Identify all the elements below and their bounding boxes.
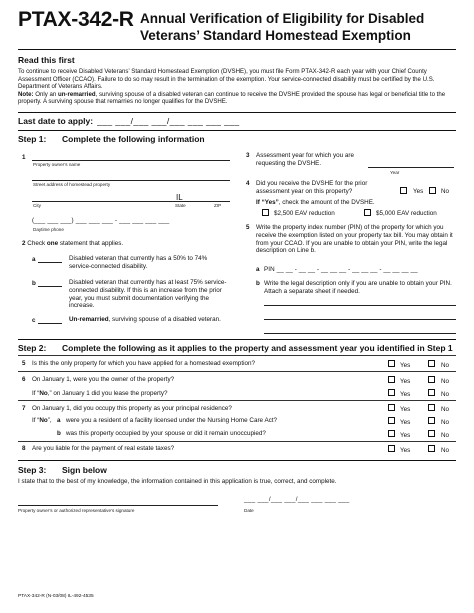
owner-name-field[interactable] xyxy=(32,160,230,161)
zip-caption: ZIP xyxy=(214,203,222,208)
option-b-checkline[interactable] xyxy=(38,286,62,287)
step2-title: Complete the following as it applies to the property and assessment year you identified in Step 1 xyxy=(62,343,453,353)
owner-name-caption: Property owner’s name xyxy=(33,162,81,167)
q6-divider xyxy=(18,400,456,401)
q5-yes-checkbox[interactable] xyxy=(388,360,395,367)
step2-heading xyxy=(18,343,453,353)
read-first-text xyxy=(18,68,458,106)
q7-yes-label: Yes xyxy=(400,406,411,413)
item4-if-yes-text: , check the amount of the DVSHE. xyxy=(278,199,375,206)
eav-5000-checkbox[interactable] xyxy=(364,209,371,216)
daytime-phone-caption: Daytime phone xyxy=(33,227,64,232)
q7-number: 7 xyxy=(22,405,26,412)
q7a-yes-label: Yes xyxy=(400,419,411,426)
daytime-phone-field[interactable]: (___ ___ ___) ___ ___ ___ - ___ ___ ___ ___ xyxy=(32,217,170,224)
q7-text: On January 1, did you occupy this property as your principal residence? xyxy=(32,405,232,412)
item4-yes-label: Yes xyxy=(413,188,424,195)
signature-field[interactable] xyxy=(18,505,218,506)
q7-no-label: No xyxy=(441,406,450,413)
signature-date-field[interactable]: ___ ___/___ ___/___ ___ ___ ___ xyxy=(244,496,350,503)
q6-text: On January 1, were you the owner of the property? xyxy=(32,376,175,383)
q7b-yes-label: Yes xyxy=(400,432,411,439)
option-c-checkline[interactable] xyxy=(38,323,62,324)
option-a-checkline[interactable] xyxy=(38,262,62,263)
item2-text-post: statement that applies. xyxy=(58,240,124,247)
last-date-blanks: ___ ___/___ ___/___ ___ ___ ___ xyxy=(97,116,240,126)
step1-divider xyxy=(18,130,456,131)
q7b-no-checkbox[interactable] xyxy=(428,430,435,437)
step3-divider xyxy=(18,460,456,461)
q7-divider xyxy=(18,441,456,442)
item1-number: 1 xyxy=(22,154,26,161)
q6-lease-no-label: No xyxy=(441,391,450,398)
item4-no-checkbox[interactable] xyxy=(429,187,436,194)
item2-bold: one xyxy=(46,240,59,247)
step3-title: Sign below xyxy=(62,465,107,475)
q7-if-no xyxy=(32,417,52,425)
option-c-text-post: , surviving spouse of a disabled veteran. xyxy=(108,316,221,323)
assessment-year-caption: Year xyxy=(390,170,400,175)
q6-if-no xyxy=(32,390,167,398)
eav-5000-label: $5,000 EAV reduction xyxy=(376,210,437,217)
option-b-text: Disabled veteran that currently has at least 75% service-connected disability. If this is an increase from the prior year, you must submit documentation verifying the increase. xyxy=(69,279,227,310)
q6-if-post: ,” on January 1 did you lease the property? xyxy=(47,390,168,397)
form-code: PTAX-342-R (N-03/08) IL-492-4535 xyxy=(18,594,94,599)
form-title-line2: Veterans’ Standard Homestead Exemption xyxy=(140,28,411,43)
q8-number: 8 xyxy=(22,445,26,452)
read-first-note xyxy=(18,91,458,106)
last-date-row xyxy=(18,116,239,126)
q6-no-label: No xyxy=(441,378,450,385)
note-label: Note: xyxy=(18,90,34,98)
state-value: IL xyxy=(176,193,183,202)
option-a-text: Disabled veteran that currently has a 50% to 74% service-connected disability. xyxy=(69,255,208,270)
q7-if-bold: No xyxy=(39,417,48,424)
read-first-paragraph: To continue to receive Disabled Veterans’ Standard Homestead Exemption (DVSHE), you must file Form PTAX-342-R each year with your Chief County Assessment Officer (CCAO). Failure to do so may result in the termination of the exemption. Your service-connected disability must be certified by the U.S. Department of Veterans Affairs. xyxy=(18,68,435,91)
q7b-no-label: No xyxy=(441,432,450,439)
item4-yes-checkbox[interactable] xyxy=(400,187,407,194)
eav-2500-checkbox[interactable] xyxy=(262,209,269,216)
q6-lease-yes-label: Yes xyxy=(400,391,411,398)
q5-number: 5 xyxy=(22,360,26,367)
q5-divider xyxy=(18,371,456,372)
option-c-text xyxy=(69,316,231,324)
q6-lease-yes-checkbox[interactable] xyxy=(388,389,395,396)
state-caption: State xyxy=(175,203,186,208)
q6-yes-label: Yes xyxy=(400,378,411,385)
step1-label: Step 1: xyxy=(18,134,47,144)
q7-no-checkbox[interactable] xyxy=(428,404,435,411)
q8-no-label: No xyxy=(441,447,450,454)
assessment-year-field[interactable] xyxy=(368,167,454,168)
step1-title: Complete the following information xyxy=(62,134,205,144)
street-address-caption: Street address of homestead property xyxy=(33,182,111,187)
q7b-yes-checkbox[interactable] xyxy=(388,430,395,437)
q7-if-pre: If “ xyxy=(32,417,40,424)
step3-label: Step 3: xyxy=(18,465,47,475)
q8-yes-label: Yes xyxy=(400,447,411,454)
certification-statement: I state that to the best of my knowledge, the information contained in this application is true, correct, and complete. xyxy=(18,478,337,485)
q6-if-bold: No xyxy=(39,390,48,397)
option-c-letter: c xyxy=(32,317,36,324)
q7a-no-checkbox[interactable] xyxy=(428,417,435,424)
step1-heading xyxy=(18,134,205,144)
q8-text: Are you liable for the payment of real estate taxes? xyxy=(32,445,175,452)
legal-description-line-2[interactable] xyxy=(264,319,456,320)
note-text-pre: Only an xyxy=(33,90,58,98)
item5b-letter: b xyxy=(256,280,260,287)
item2-number: 2 xyxy=(22,240,26,247)
step3-heading xyxy=(18,465,107,475)
q6-yes-checkbox[interactable] xyxy=(388,376,395,383)
item2-prompt xyxy=(22,240,123,248)
step2-divider xyxy=(18,339,456,340)
item2-text-pre: Check xyxy=(27,240,47,247)
date-caption: Date xyxy=(244,508,254,513)
item4-text: Did you receive the DVSHE for the prior assessment year on this property? xyxy=(256,180,368,195)
item4-if-yes-bold: If “Yes” xyxy=(256,199,279,206)
signature-caption: Property owner’s or authorized representative’s signature xyxy=(18,508,135,513)
option-b-letter: b xyxy=(32,280,36,287)
note-bold: un-remarried xyxy=(57,90,96,98)
item5-number: 5 xyxy=(246,224,250,231)
city-state-zip-field[interactable] xyxy=(32,201,230,202)
q8-no-checkbox[interactable] xyxy=(428,445,435,452)
form-title xyxy=(140,10,424,44)
q7b-letter: b xyxy=(57,430,61,437)
q6-lease-no-checkbox[interactable] xyxy=(428,389,435,396)
item4-if-yes xyxy=(256,199,375,207)
q5-text: Is this the only property for which you have applied for a homestead exemption? xyxy=(32,360,255,367)
q6-number: 6 xyxy=(22,376,26,383)
q5-no-label: No xyxy=(441,362,450,369)
city-caption: City xyxy=(33,203,41,208)
q6-if-pre: If “ xyxy=(32,390,40,397)
last-date-divider-top xyxy=(18,112,456,113)
header-divider xyxy=(18,49,456,50)
last-date-label: Last date to apply: xyxy=(18,116,94,126)
legal-description-line-3[interactable] xyxy=(264,333,456,334)
q6-no-checkbox[interactable] xyxy=(428,376,435,383)
street-address-field[interactable] xyxy=(32,180,230,181)
q7b-text: was this property occupied by your spouse or did it remain unoccupied? xyxy=(66,430,266,437)
note-text-post: , surviving spouse of a disabled veteran can continue to receive the DVSHE provided the spouse has legal or beneficial title to the property. A surviving spouse that remarries no longer qualifies for the DVSHE. xyxy=(18,90,446,106)
item5-text: Write the property index number (PIN) of the property for which you receive the exemption listed on your property tax bill. You may obtain it from your CCAO. If you are unable to obtain your PIN, write the legal description on Line b. xyxy=(256,224,453,255)
option-c-bold: Un-remarried xyxy=(69,316,109,323)
q7a-letter: a xyxy=(57,417,61,424)
q5-yes-label: Yes xyxy=(400,362,411,369)
read-first-heading: Read this first xyxy=(18,55,75,65)
q7a-no-label: No xyxy=(441,419,450,426)
form-title-line1: Annual Verification of Eligibility for Disabled xyxy=(140,11,425,26)
item3-number: 3 xyxy=(246,152,250,159)
eav-2500-label: $2,500 EAV reduction xyxy=(274,210,335,217)
item5b-text: Write the legal description only if you are unable to obtain your PIN. Attach a separate sheet if needed. xyxy=(264,280,452,295)
item3-text: Assessment year for which you are requesting the DVSHE. xyxy=(256,152,354,167)
q8-yes-checkbox[interactable] xyxy=(388,445,395,452)
pin-field[interactable]: PIN __ __ - __ __ - __ __ __ - __ __ __ - __ __ __ __ xyxy=(264,266,418,273)
option-a-letter: a xyxy=(32,256,36,263)
item4-no-label: No xyxy=(441,188,450,195)
step2-heading-underline xyxy=(18,355,456,356)
legal-description-line-1[interactable] xyxy=(264,305,456,306)
step2-label: Step 2: xyxy=(18,343,47,353)
q5-no-checkbox[interactable] xyxy=(428,360,435,367)
q7a-yes-checkbox[interactable] xyxy=(388,417,395,424)
item4-number: 4 xyxy=(246,180,250,187)
q7-if-post: ”, xyxy=(47,417,52,424)
q7-yes-checkbox[interactable] xyxy=(388,404,395,411)
q7a-text: were you a resident of a facility licensed under the Nursing Home Care Act? xyxy=(66,417,278,424)
item5a-letter: a xyxy=(256,266,260,273)
form-id: PTAX-342-R xyxy=(18,8,134,31)
